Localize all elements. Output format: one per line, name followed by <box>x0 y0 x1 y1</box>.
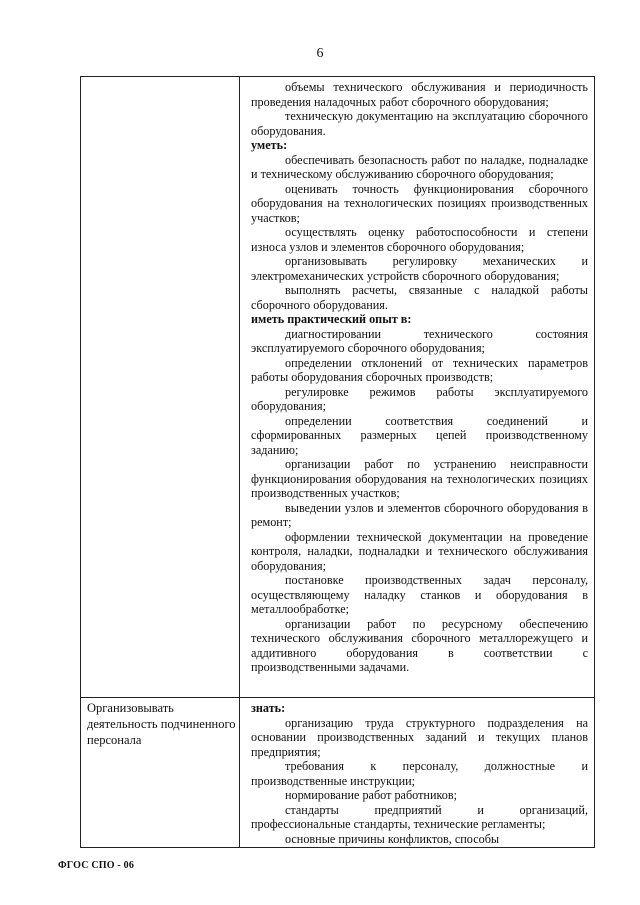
list-item: организации работ по ресурсному обеспечению технического обслуживания сборочного металлорежущего и аддитивного оборудования в соответствии с производственными задачами. <box>251 616 588 674</box>
list-item: диагностировании технического состояния эксплуатируемого сборочного оборудования; <box>251 326 588 355</box>
competency-title-line: деятельность подчиненного <box>87 717 236 731</box>
page-number: 6 <box>316 46 324 61</box>
list-item: постановке производственных задач персоналу, осуществляющему наладку станков и оборудования в металлообработке; <box>251 573 588 616</box>
list-item: техническую документацию на эксплуатацию сборочного оборудования. <box>251 109 588 138</box>
list-item: требования к персоналу, должностные и производственные инструкции; <box>251 759 588 788</box>
competency-title-line: персонала <box>87 733 142 747</box>
table-column-divider <box>239 76 240 848</box>
list-item: оценивать точность функционирования сборочного оборудования на технологических позициях производственных участков; <box>251 181 588 225</box>
list-item: оформлении технической документации на проведение контроля, наладки, подналадки и технического обслуживания оборудования; <box>251 529 588 573</box>
umet-heading: уметь: <box>251 138 288 152</box>
list-item: выполнять расчеты, связанные с наладкой работы сборочного оборудования. <box>251 283 588 312</box>
experience-heading: иметь практический опыт в: <box>251 312 412 326</box>
table-row-divider <box>80 697 595 698</box>
list-item: осуществлять оценку работоспособности и степени износа узлов и элементов сборочного оборудования; <box>251 225 588 254</box>
list-item: регулировке режимов работы эксплуатируемого оборудования; <box>251 384 588 413</box>
list-item: стандарты предприятий и организаций, профессиональные стандарты, технические регламенты; <box>251 802 588 831</box>
footer-doc-code: ФГОС СПО - 06 <box>58 860 135 871</box>
top-right-cell <box>251 80 588 675</box>
bottom-right-cell <box>251 701 588 846</box>
list-item: основные причины конфликтов, способы <box>285 831 500 846</box>
list-item: организацию труда структурного подразделения на основании производственных заданий и текущих планов предприятия; <box>251 715 588 759</box>
list-item: нормирование работ работников; <box>285 788 458 802</box>
list-item: выведении узлов и элементов сборочного оборудования в ремонт; <box>251 500 588 529</box>
competency-title-line: Организовывать <box>87 701 174 715</box>
list-item: определении соответствия соединений и сформированных размерных цепей производственному заданию; <box>251 413 588 457</box>
list-item: определении отклонений от технических параметров работы оборудования сборочных производств; <box>251 355 588 384</box>
competency-title-cell <box>87 700 235 748</box>
znat-heading: знать: <box>251 701 286 715</box>
list-item: организовывать регулировку механических и электромеханических устройств сборочного оборудования; <box>251 254 588 283</box>
list-item: объемы технического обслуживания и периодичность проведения наладочных работ сборочного оборудования; <box>251 80 588 109</box>
list-item: обеспечивать безопасность работ по наладке, подналадке и техническому обслуживанию сборочного оборудования; <box>251 152 588 181</box>
list-item: организации работ по устранению неисправности функционирования оборудования на технологических позициях производственных участков; <box>251 457 588 500</box>
